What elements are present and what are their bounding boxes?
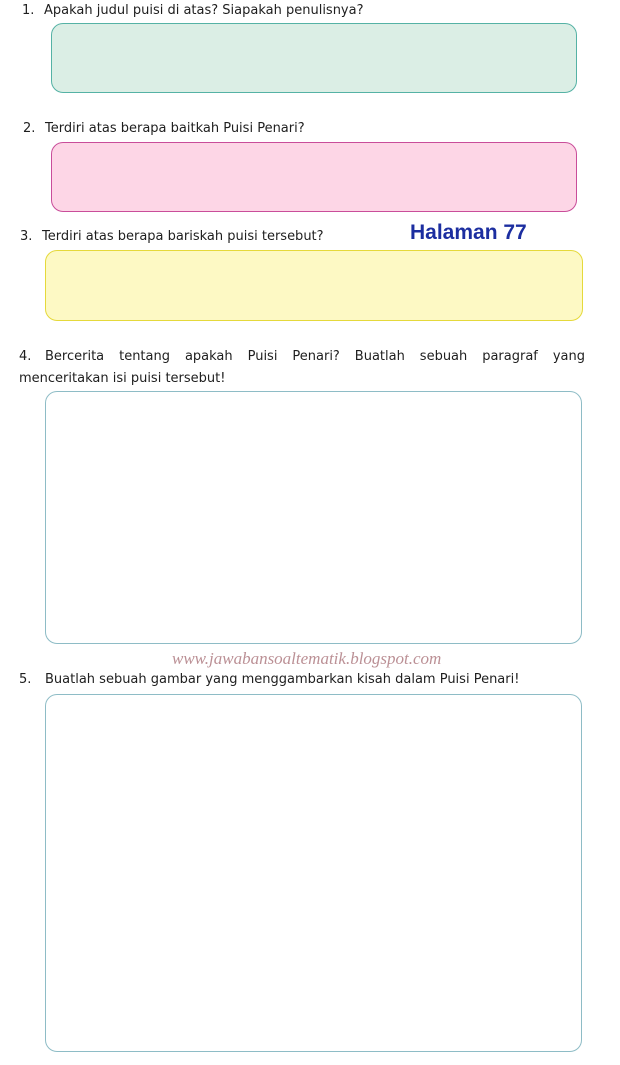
question-4-text: Bercerita tentang apakah Puisi Penari? Buatlah sebuah paragraf yang menceritakan isi puisi tersebut! bbox=[19, 349, 585, 386]
answer-box-4[interactable] bbox=[45, 391, 582, 644]
answer-box-3[interactable] bbox=[45, 250, 583, 321]
question-5-number: 5. bbox=[19, 672, 32, 687]
watermark: www.jawabansoaltematik.blogspot.com bbox=[172, 649, 442, 668]
question-4-number: 4. bbox=[19, 349, 32, 364]
question-1-number: 1. bbox=[22, 3, 35, 18]
question-2-text: Terdiri atas berapa baitkah Puisi Penari? bbox=[45, 121, 305, 136]
answer-box-1[interactable] bbox=[51, 23, 577, 93]
question-3-text: Terdiri atas berapa bariskah puisi tersebut? bbox=[42, 229, 324, 244]
drawing-box-5[interactable] bbox=[45, 694, 582, 1052]
question-2 bbox=[23, 118, 305, 140]
question-4 bbox=[19, 346, 585, 390]
question-3-number: 3. bbox=[20, 229, 33, 244]
question-5-text: Buatlah sebuah gambar yang menggambarkan kisah dalam Puisi Penari! bbox=[45, 672, 520, 687]
page-number-label: Halaman 77 bbox=[410, 221, 527, 244]
question-5 bbox=[19, 669, 519, 691]
answer-box-2[interactable] bbox=[51, 142, 577, 212]
question-3 bbox=[20, 226, 324, 248]
question-1 bbox=[22, 0, 364, 22]
question-2-number: 2. bbox=[23, 121, 36, 136]
question-1-text: Apakah judul puisi di atas? Siapakah penulisnya? bbox=[44, 3, 364, 18]
